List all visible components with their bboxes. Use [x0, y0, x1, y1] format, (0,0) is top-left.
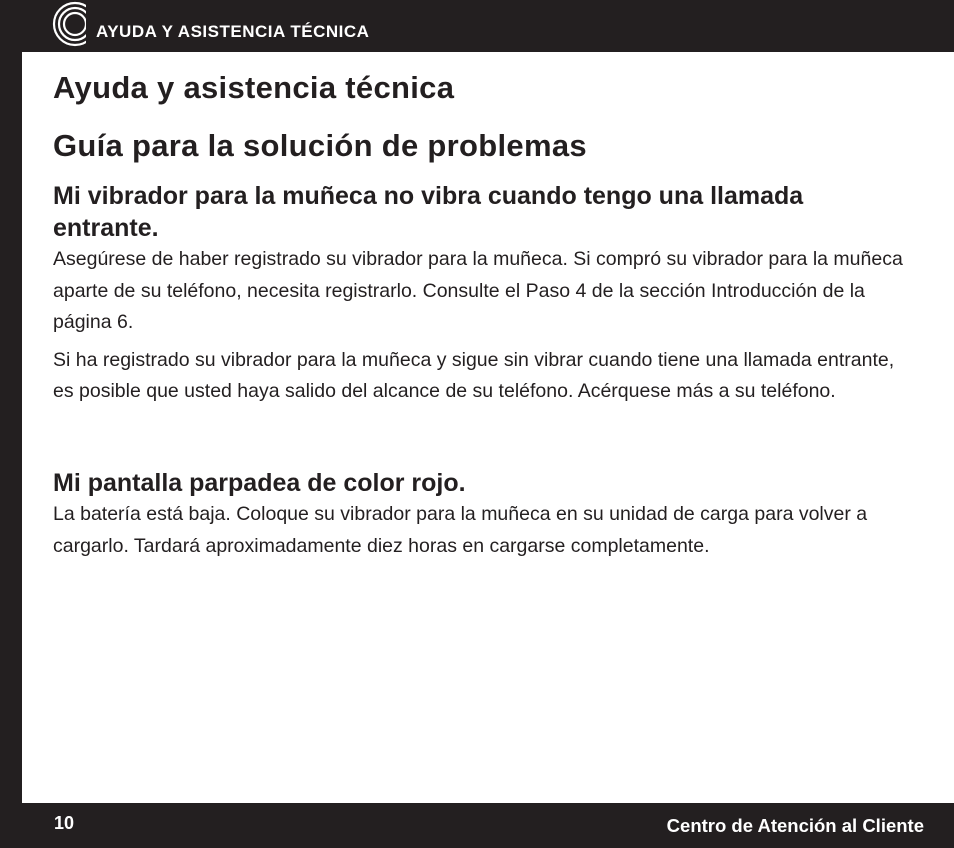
- concentric-circles-logo-icon: [52, 0, 98, 52]
- section-paragraph: Asegúrese de haber registrado su vibrador para la muñeca. Si compró su vibrador para la muñeca aparte de su teléfono, necesita registrarlo. Consulte el Paso 4 de la sección Introducción de la página 6.: [53, 248, 903, 333]
- troubleshoot-section-vibration: [53, 180, 913, 408]
- section-paragraph: La batería está baja. Coloque su vibrador para la muñeca en su unidad de carga para volver a cargarlo. Tardará aproximadamente diez horas en cargarse completamente.: [53, 503, 868, 557]
- header-band: [0, 0, 954, 52]
- left-margin-bar: [0, 0, 22, 848]
- footer-label: Centro de Atención al Cliente: [666, 815, 924, 836]
- section-heading: Mi pantalla parpadea de color rojo.: [53, 469, 466, 497]
- page-subtitle: Guía para la solución de problemas: [53, 128, 587, 163]
- section-paragraph: Si ha registrado su vibrador para la muñeca y sigue sin vibrar cuando tiene una llamada entrante, es posible que usted haya salido del alcance de su teléfono. Acérquese más a su teléfono.: [53, 348, 895, 402]
- troubleshoot-section-red-screen: [53, 467, 913, 562]
- page-title: Ayuda y asistencia técnica: [53, 70, 455, 105]
- running-header-title: AYUDA Y ASISTENCIA TÉCNICA: [96, 22, 370, 41]
- section-heading: Mi vibrador para la muñeca no vibra cuando tengo una llamada entrante.: [53, 182, 804, 242]
- footer-band: [0, 803, 954, 848]
- page-number: 10: [54, 813, 75, 833]
